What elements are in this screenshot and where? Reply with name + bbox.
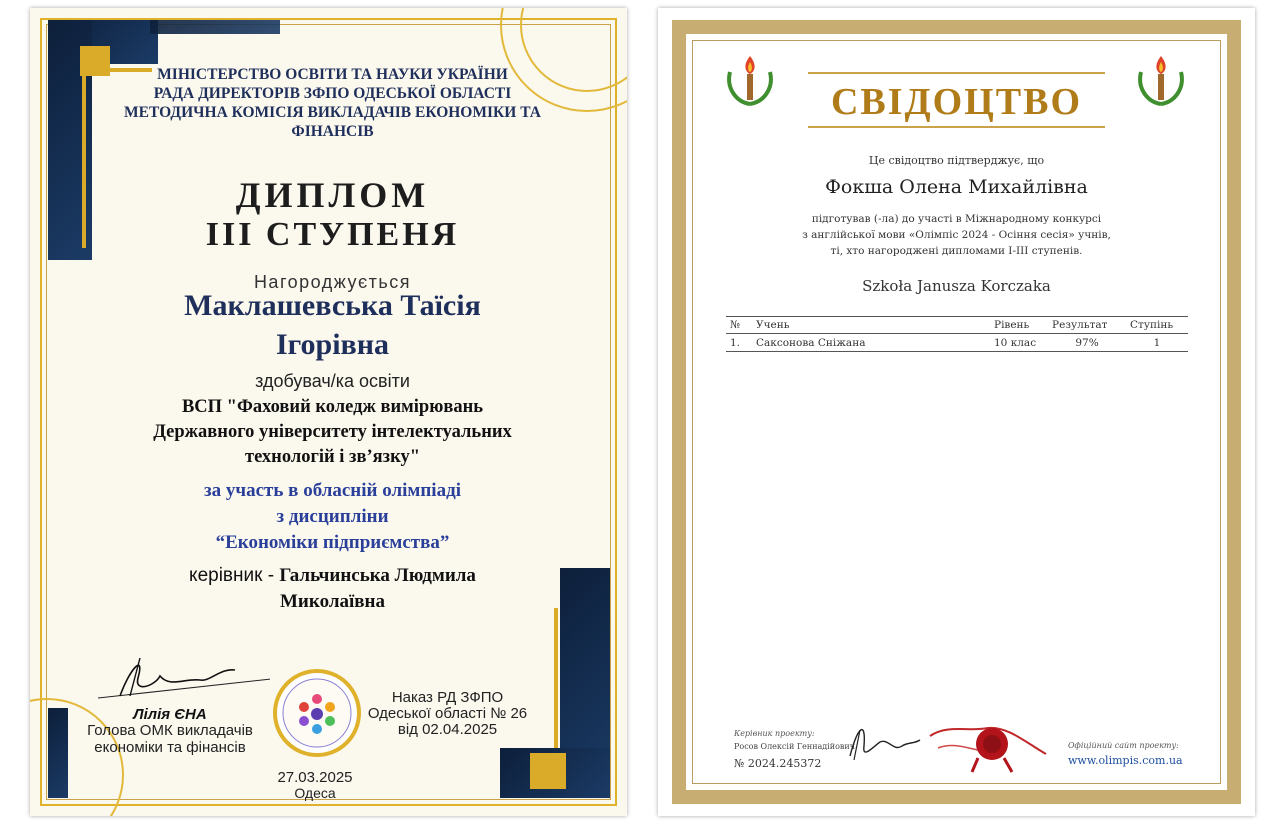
results-header-row (726, 317, 1188, 334)
institution-line: технологій і зв’язку" (244, 447, 420, 467)
project-lead-label: Керівник проекту: (734, 729, 815, 738)
issue-city: Одеса (294, 785, 336, 801)
header-line: РАДА ДИРЕКТОРІВ ЗФПО ОДЕСЬКОЇ ОБЛАСТІ (153, 85, 512, 102)
diploma-header (75, 65, 590, 141)
recipient-name-line2: Ігорівна (275, 328, 390, 361)
reason-line: з дисципліни (276, 506, 389, 527)
signer-name: Лілія ЄНА (133, 706, 207, 723)
order-reference (360, 690, 535, 738)
corner-band-bottom-left (48, 708, 68, 798)
header-line: МІНІСТЕРСТВО ОСВІТИ ТА НАУКИ УКРАЇНИ (157, 66, 508, 83)
diploma-degree: ІІІ СТУПЕНЯ (205, 216, 460, 253)
col-header-level: Рівень (990, 317, 1048, 334)
gold-stripe (554, 608, 558, 748)
institution-line: ВСП "Фаховий коледж вимірювань (181, 397, 484, 417)
student-label: здобувач/ка освіти (255, 371, 410, 391)
table-row (726, 334, 1188, 352)
header-line: ФІНАНСІВ (291, 123, 374, 140)
reason-line: за участь в обласній олімпіаді (204, 480, 461, 501)
corner-band-top (150, 20, 280, 34)
cell-degree: 1 (1126, 334, 1188, 352)
signature-image (90, 648, 270, 708)
certificate-number: № 2024.245372 (734, 757, 822, 770)
col-header-degree: Ступінь (1126, 317, 1188, 334)
site-label: Офіційний сайт проекту: (1068, 741, 1179, 750)
header-line: МЕТОДИЧНА КОМІСІЯ ВИКЛАДАЧІВ ЕКОНОМІКИ ТА (124, 104, 541, 121)
col-header-number: № (726, 317, 752, 334)
gold-square (530, 753, 566, 789)
certificate-document (658, 8, 1255, 816)
cell-number: 1. (726, 334, 752, 352)
cell-result: 97% (1048, 334, 1126, 352)
signer-title-line: економіки та фінансів (94, 739, 246, 756)
order-line: від 02.04.2025 (397, 721, 498, 738)
cell-level: 10 клас (990, 334, 1048, 352)
description-line: з англійської мови «Олімпіс 2024 - Осіння сесія» учнів, (802, 229, 1111, 241)
certificate-title: СВІДОЦТВО (830, 81, 1083, 123)
certificate-inner-frame (692, 40, 1221, 784)
signer-title (70, 722, 270, 756)
reason-line: “Економіки підприємства” (215, 532, 450, 553)
site-link[interactable]: www.olimpis.com.ua (1068, 754, 1183, 767)
title-ornament-top (808, 72, 1105, 74)
institution (75, 395, 590, 470)
participation-reason (75, 478, 590, 556)
awarded-label: Нагороджується (253, 272, 412, 292)
cell-student: Саксонова Сніжана (752, 334, 990, 352)
recipient-name-line1: Маклашевська Таїсія (184, 289, 481, 322)
supervisor-label: керівник - (189, 565, 280, 586)
order-line: Наказ РД ЗФПО (391, 689, 504, 706)
results-table (726, 316, 1188, 352)
diploma-title: ДИПЛОМ (235, 175, 430, 215)
description-line: ті, хто нагороджені дипломами І-ІІІ ступенів. (830, 245, 1083, 257)
school-name: Szkoła Janusza Korczaka (862, 277, 1051, 295)
supervisor (75, 565, 590, 587)
supervisor-name-line1: Гальчинська Людмила (279, 565, 476, 586)
teacher-name: Фокша Олена Михайлівна (825, 176, 1088, 198)
institution-line: Державного університету інтелектуальних (153, 422, 512, 442)
confirm-text: Це свідоцтво підтверджує, що (868, 154, 1045, 167)
order-line: Одеської області № 26 (367, 705, 528, 722)
diploma-document (30, 8, 627, 816)
title-ornament-bottom (808, 126, 1105, 128)
col-header-student: Учень (752, 317, 990, 334)
project-lead-name: Росов Олексій Геннадійович (734, 742, 856, 751)
description-line: підготував (-ла) до участі в Міжнародному конкурсі (811, 213, 1102, 225)
signer-title-line: Голова ОМК викладачів (87, 722, 253, 739)
col-header-result: Результат (1048, 317, 1126, 334)
certificate-description (718, 211, 1195, 259)
issue-date: 27.03.2025 (277, 769, 353, 786)
commission-seal (273, 669, 361, 757)
wax-seal-icon (928, 714, 1048, 774)
signature-image (844, 716, 924, 766)
supervisor-name-line2: Миколаївна (280, 591, 385, 612)
